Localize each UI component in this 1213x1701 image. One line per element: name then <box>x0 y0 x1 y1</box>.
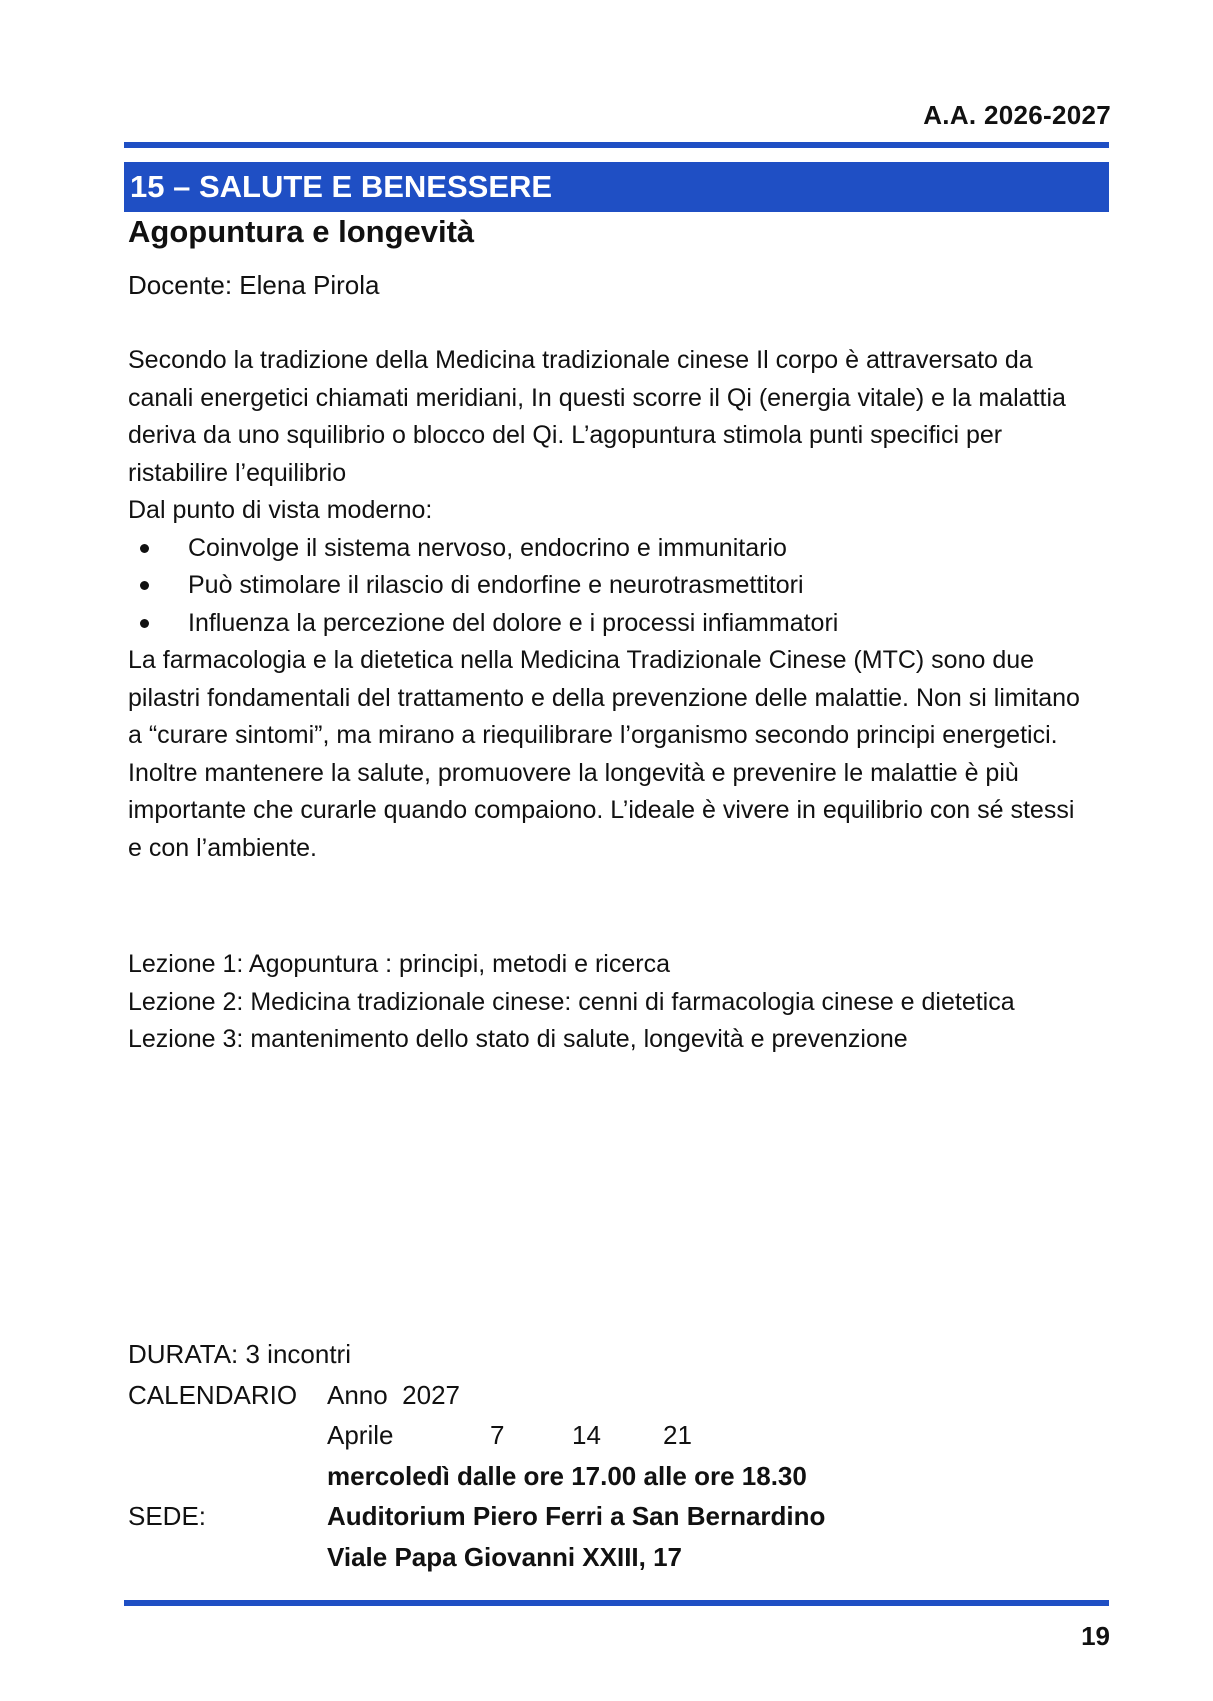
calendar-day: 7 <box>490 1420 505 1450</box>
venue-label: SEDE: <box>128 1501 207 1531</box>
list-item <box>128 567 1088 605</box>
lesson-item: Lezione 3: mantenimento dello stato di salute, longevità e prevenzione <box>128 1025 908 1053</box>
course-description <box>128 342 1088 867</box>
bullet-icon <box>140 581 149 590</box>
course-title: Agopuntura e longevità <box>128 214 475 249</box>
top-divider <box>124 142 1109 148</box>
description-paragraph: La farmacologia e la dietetica nella Medicina Tradizionale Cinese (MTC) sono due pilastri fondamentali del trattamento e della prevenzione delle malattie. Non si limitano a “curare sintomi”, ma mirano a riequilibrare l’organismo secondo principi energetici. <box>128 646 1080 749</box>
modern-view-list <box>128 530 1088 643</box>
bullet-icon <box>140 619 149 628</box>
calendar-day: 14 <box>572 1420 601 1450</box>
page-number: 19 <box>1081 1621 1110 1651</box>
description-paragraph: Inoltre mantenere la salute, promuovere la longevità e prevenire le malattie è più importante che curarle quando compaiono. L’ideale è vivere in equilibrio con sé stessi e con l’ambiente. <box>128 758 1075 862</box>
schedule-time: mercoledì dalle ore 17.00 alle ore 18.30 <box>327 1460 807 1491</box>
list-item-text: Influenza la percezione del dolore e i processi infiammatori <box>188 608 839 637</box>
list-item-text: Può stimolare il rilascio di endorfine e neurotrasmettitori <box>188 571 804 599</box>
lesson-item: Lezione 2: Medicina tradizionale cinese: cenni di farmacologia cinese e dietetica <box>128 987 1015 1016</box>
calendar-month: Aprile <box>327 1420 394 1450</box>
venue-address: Viale Papa Giovanni XXIII, 17 <box>327 1541 683 1572</box>
academic-year: A.A. 2026-2027 <box>923 100 1111 130</box>
list-item-text: Coinvolge il sistema nervoso, endocrino e immunitario <box>188 533 787 562</box>
calendar-year: Anno 2027 <box>327 1379 461 1410</box>
bullet-icon <box>140 544 149 553</box>
lesson-item: Lezione 1: Agopuntura : principi, metodi e ricerca <box>128 950 670 978</box>
list-item <box>128 605 1088 643</box>
bottom-divider <box>124 1600 1109 1606</box>
venue-name: Auditorium Piero Ferri a San Bernardino <box>327 1501 826 1531</box>
list-item <box>128 530 1088 568</box>
calendar-day: 21 <box>663 1420 692 1450</box>
course-teacher: Docente: Elena Pirola <box>128 270 380 300</box>
modern-view-intro: Dal punto di vista moderno: <box>128 496 433 524</box>
duration-text: DURATA: 3 incontri <box>128 1339 351 1369</box>
description-paragraph: Secondo la tradizione della Medicina tradizionale cinese Il corpo è attraversato da canali energetici chiamati meridiani, In questi scorre il Qi (energia vitale) e la malattia deriva da uno squilibrio o blocco del Qi. L’agopuntura stimola punti specifici per ristabilire l’equilibrio <box>128 346 1066 487</box>
section-title: 15 – SALUTE E BENESSERE <box>124 162 1109 212</box>
lesson-list <box>128 946 1088 1059</box>
calendar-label: CALENDARIO <box>128 1379 298 1410</box>
